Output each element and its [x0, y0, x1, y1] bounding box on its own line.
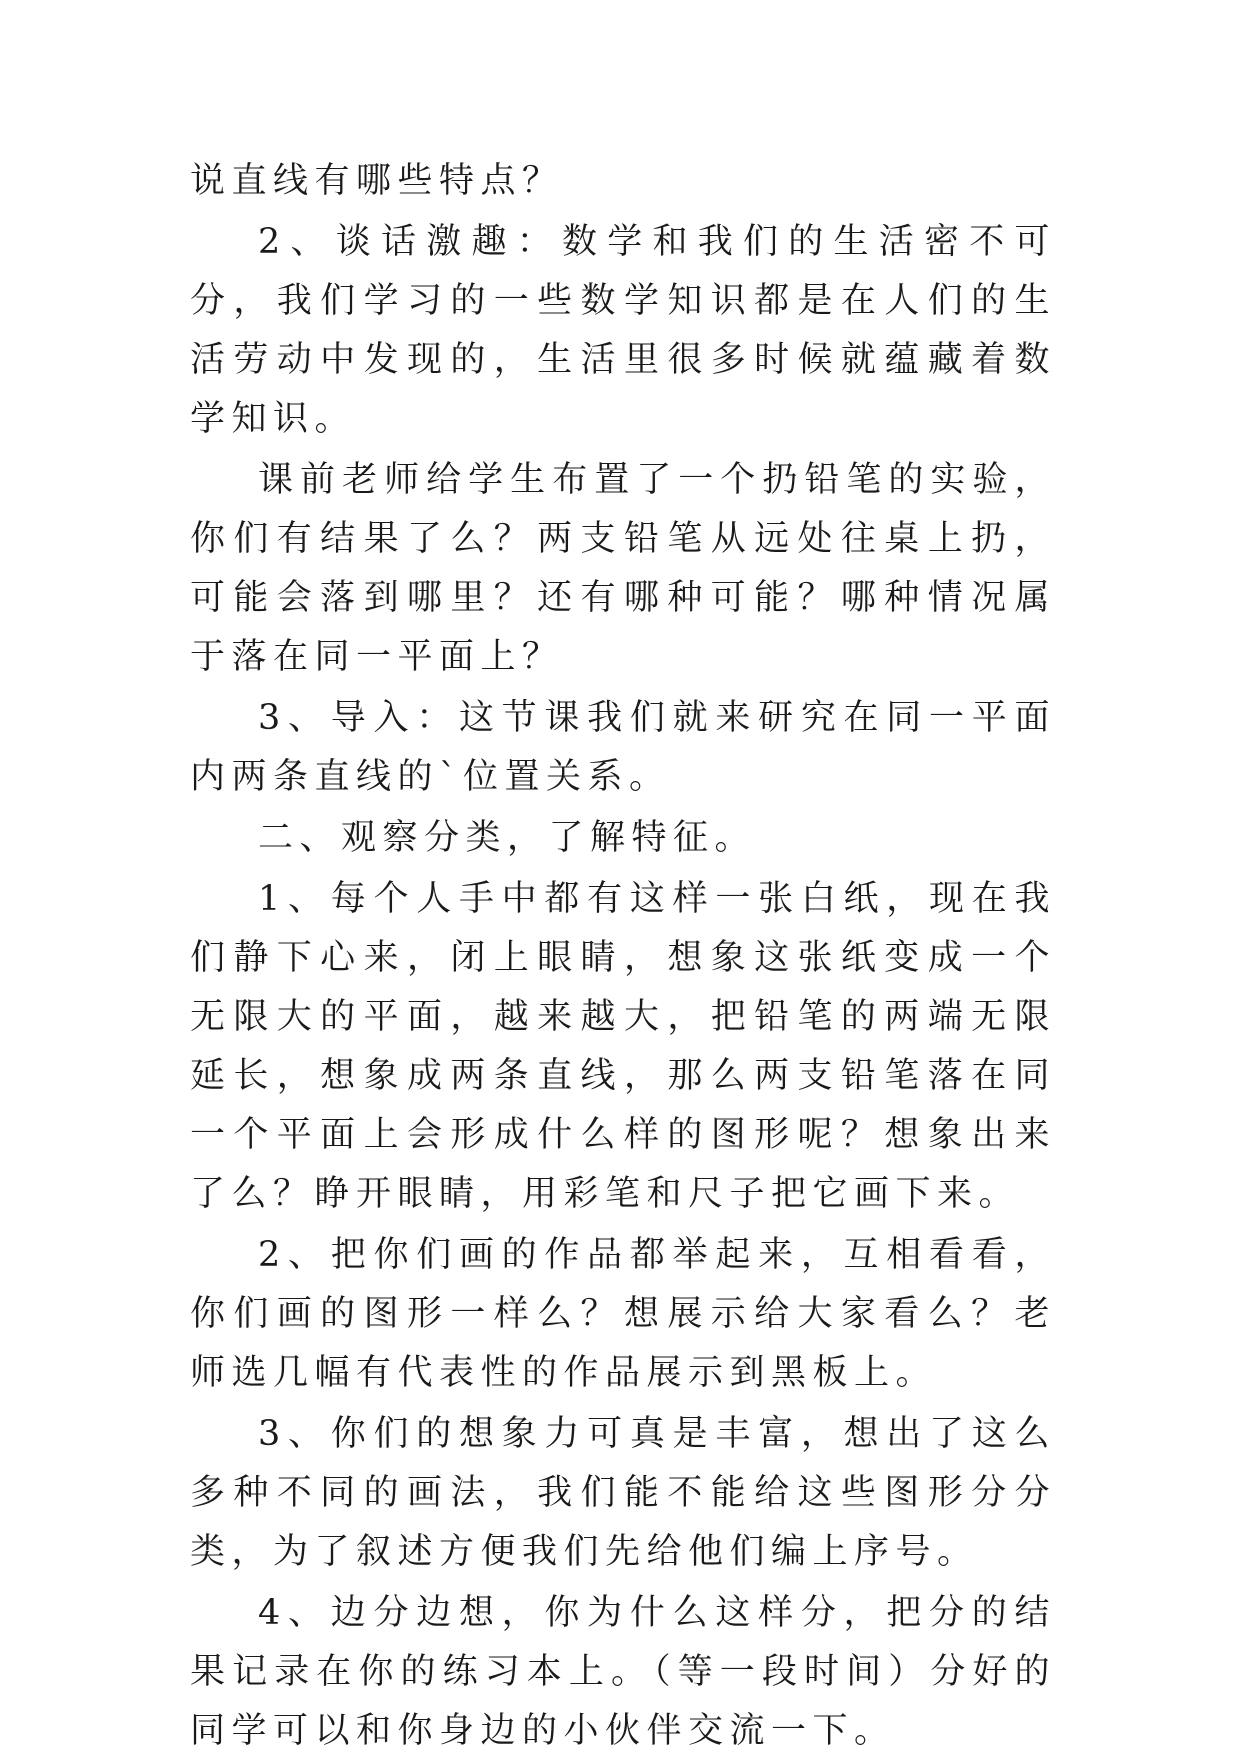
paragraph-4: 3、导入：这节课我们就来研究在同一平面内两条直线的`位置关系。	[190, 698, 1056, 797]
paragraph-1: 说直线有哪些特点？	[190, 161, 564, 201]
paragraph-2: 2、谈话激趣：数学和我们的生活密不可分，我们学习的一些数学知识都是在人们的生活劳动中发现的，生活里很多时候就蕴藏着数学知识。	[190, 222, 1056, 439]
paragraph-6: 1、每个人手中都有这样一张白纸，现在我们静下心来，闭上眼睛，想象这张纸变成一个无限大的平面，越来越大，把铅笔的两端无限延长，想象成两条直线，那么两支铅笔落在同一个平面上会形成什么样的图形呢？想象出来了么？睁开眼睛，用彩笔和尺子把它画下来。	[190, 879, 1056, 1214]
paragraph-8: 3、你们的想象力可真是丰富，想出了这么多种不同的画法，我们能不能给这些图形分分类，为了叙述方便我们先给他们编上序号。	[190, 1414, 1056, 1572]
paragraph-7: 2、把你们画的作品都举起来，互相看看，你们画的图形一样么？想展示给大家看么？老师选几幅有代表性的作品展示到黑板上。	[190, 1235, 1056, 1393]
paragraph-5: 二、观察分类，了解特征。	[258, 818, 757, 858]
paragraph-3: 课前老师给学生布置了一个扔铅笔的实验，你们有结果了么？两支铅笔从远处往桌上扔，可能会落到哪里？还有哪种可能？哪种情况属于落在同一平面上？	[190, 460, 1056, 677]
paragraph-9: 4、边分边想，你为什么这样分，把分的结果记录在你的练习本上。（等一段时间）分好的同学可以和你身边的小伙伴交流一下。	[190, 1593, 1056, 1751]
document-body	[190, 152, 1056, 1761]
